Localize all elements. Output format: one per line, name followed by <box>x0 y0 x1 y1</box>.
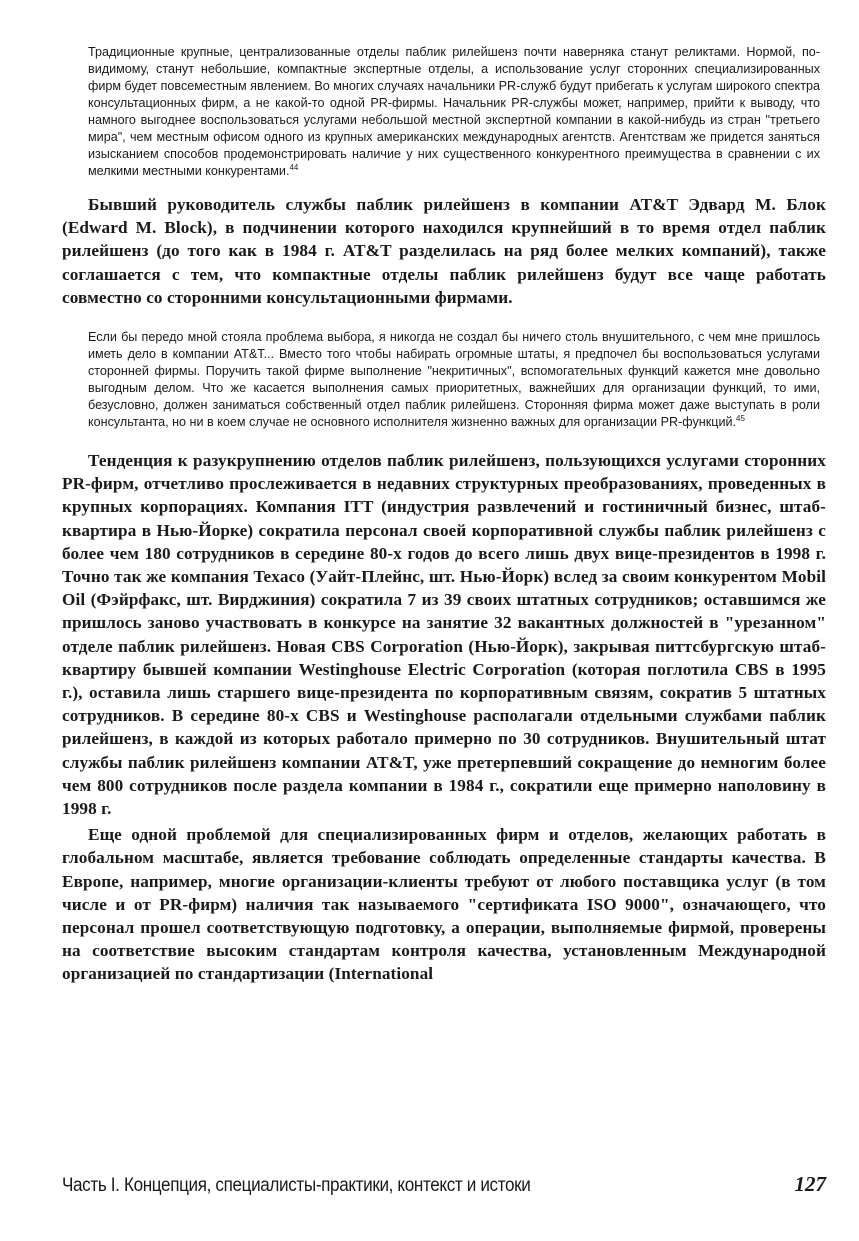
footer-section-title: Часть I. Концепция, специалисты-практики, контекст и истоки <box>62 1175 531 1196</box>
quote-2-text: Если бы передо мной стояла проблема выбора, я никогда не создал бы ничего столь внушительного, с чем мне пришлось иметь дело в компании AT&T... Вместо того чтобы набирать огромные штаты, я предпочел бы воспользоваться услугами сторонней фирмы. Поручить такой фирме выполнение "некритичных", вспомогательных функций кажется мне довольно выгодным делом. Что же касается выполнения самых приоритетных, важнейших для организации функций, то ими, безусловно, должен заниматься собственный отдел паблик рилейшенз. Сторонняя фирма может даже выступать в роли консультанта, но ни в коем случае не основного исполнителя жизненно важных для организации PR-функций. <box>88 330 820 430</box>
block-quote-2 <box>62 329 826 431</box>
page-number: 127 <box>794 1172 826 1196</box>
footnote-ref-44[interactable]: 44 <box>289 162 299 172</box>
paragraph-2: Тенденция к разукрупнению отделов паблик рилейшенз, пользующихся услугами сторонних PR-фирм, отчетливо прослеживается в недавних структурных преобразованиях, проведенных в крупных корпорациях. Компания ITT (индустрия развлечений и гостиничный бизнес, штаб-квартира в Нью-Йорке) сократила персонал своей корпоративной службы паблик рилейшенз с более чем 180 сотрудников в середине 80-х годов до всего лишь двух вице-президентов в 1998 г. Точно так же компания Texaco (Уайт-Плейнс, шт. Нью-Йорк) вслед за своим конкурентом Mobil Oil (Фэйрфакс, шт. Вирджиния) сократила 7 из 39 своих штатных сотрудников; оставшимся же пришлось заново участвовать в конкурсе на занятие 32 вакантных должностей в "урезанном" отделе паблик рилейшенз. Новая CBS Corporation (Нью-Йорк), закрывая питтсбургскую штаб-квартиру бывшей компании Westinghouse Electric Corporation (которая поглотила CBS в 1995 г.), оставила лишь старшего вице-президента по корпоративным связям, сократив 5 штатных сотрудников. В середине 80-х CBS и Westinghouse располагали отдельными службами паблик рилейшенз, в каждой из которых работало примерно по 30 сотрудников. Внушительный штат службы паблик рилейшенз компании AT&T, уже претерпевший сокращение до немногим более чем 800 сотрудников после раздела компании в 1984 г., сократили еще примерно наполовину в 1998 г. <box>62 451 826 819</box>
quote-1-text: Традиционные крупные, централизованные отделы паблик рилейшенз почти наверняка станут реликтами. Нормой, по-видимому, станут небольшие, компактные экспертные отделы, а использование услуг сторонних специализированных фирм будет повсеместным явлением. Во многих случаях начальники PR-служб будут прибегать к услугам широкого спектра консультационных фирм, а не какой-то одной PR-фирмы. Начальник PR-службы может, например, прийти к выводу, что намного выгоднее воспользоваться услугами небольшой местной экспертной компании в какой-нибудь из стран "третьего мира", чем местным офисом одного из крупных американских международных агентств. Агентствам же придется заняться изысканием способов продемонстрировать наличие у них существенного конкурентного преимущества в сравнении с их мелкими местными конкурентами. <box>88 45 820 178</box>
paragraph-3: Еще одной проблемой для специализированных фирм и отделов, желающих работать в глобальном масштабе, является требование соблюдать определенные стандарты качества. В Европе, например, многие организации-клиенты требуют от любого поставщика услуг (в том числе и от PR-фирм) наличия так называемого "сертификата ISO 9000", означающего, что персонал прошел соответствующую подготовку, а операции, выполняемые фирмой, проверены на соответствие высоким стандартам контроля качества, установленным Международной организацией по стандартизации (International <box>62 825 826 984</box>
block-quote-1 <box>62 44 826 180</box>
footnote-ref-45[interactable]: 45 <box>736 413 745 423</box>
page-footer <box>62 1172 826 1197</box>
page-content <box>62 38 826 986</box>
paragraph-1: Бывший руководитель службы паблик рилейшенз в компании AT&T Эдвард М. Блок (Edward M. Block), в подчинении которого находился крупнейший в то время отдел паблик рилейшенз (до того как в 1984 г. AT&T разделилась на ряд более мелких компаний), также соглашается с тем, что компактные отделы паблик рилейшенз будут все чаще работать совместно со сторонними консультационными фирмами. <box>62 195 826 307</box>
